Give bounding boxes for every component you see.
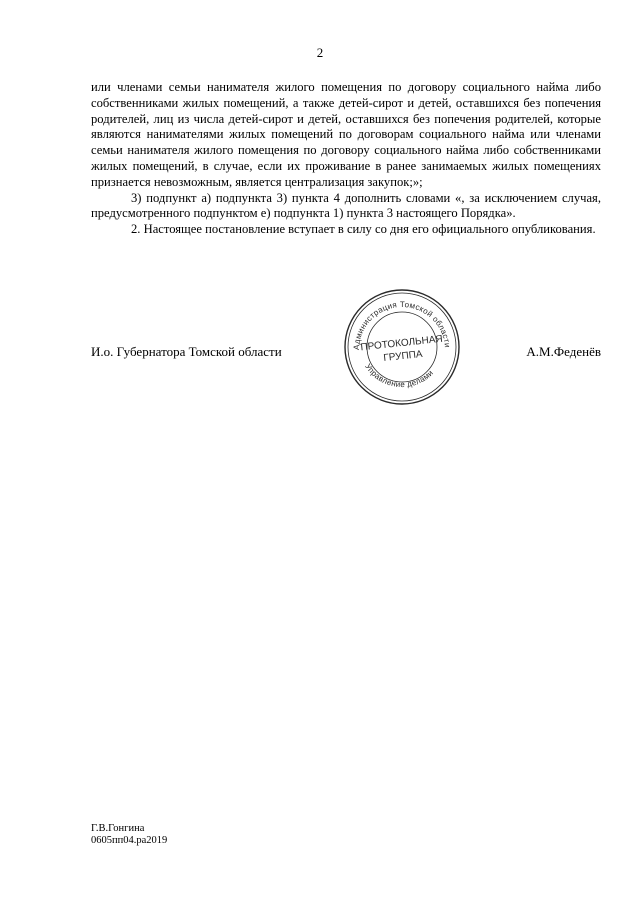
stamp-ring-bottom: Управление делами xyxy=(363,362,436,390)
paragraph-continuation: или членами семьи нанимателя жилого помещения по договору социального найма либо собственниками жилых помещений, а также детей-сирот и детей, оставшихся без попечения родителей, лиц из числа детей-сирот и детей, оставшихся без попечения родителей, которые являются нанимателями жилых помещений по договорам социального найма или членами семьи нанимателя жилого помещения по договору социального найма либо собственниками жилых помещений, в случае, если их проживание в ранее занимаемых жилых помещениях признается невозможным, является централизация закупок;»; xyxy=(91,80,601,189)
stamp-ring-top: Администрация Томской области xyxy=(351,299,452,351)
document-footer xyxy=(91,823,167,847)
stamp-center-line-1: ПРОТОКОЛЬНАЯ xyxy=(360,333,444,354)
document-body xyxy=(91,80,601,238)
paragraph-effective-date: 2. Настоящее постановление вступает в силу со дня его официального опубликования. xyxy=(131,222,596,237)
stamp-center-line-2: ГРУППА xyxy=(382,348,424,364)
page-number: 2 xyxy=(316,45,324,60)
paragraph-subpoint-3: 3) подпункт а) подпункта 3) пункта 4 дополнить словами «, за исключением случая, предусмотренного подпунктом е) подпункта 1) пункта 3 настоящего Порядка». xyxy=(91,190,601,221)
footer-file-code: 0605пп04.ра2019 xyxy=(91,835,168,846)
official-stamp xyxy=(343,288,461,406)
signatory-name: А.М.Феденёв xyxy=(526,344,601,359)
signatory-title: И.о. Губернатора Томской области xyxy=(91,344,282,359)
svg-text:Управление делами xyxy=(363,362,435,389)
footer-author: Г.В.Гонгина xyxy=(91,823,145,834)
